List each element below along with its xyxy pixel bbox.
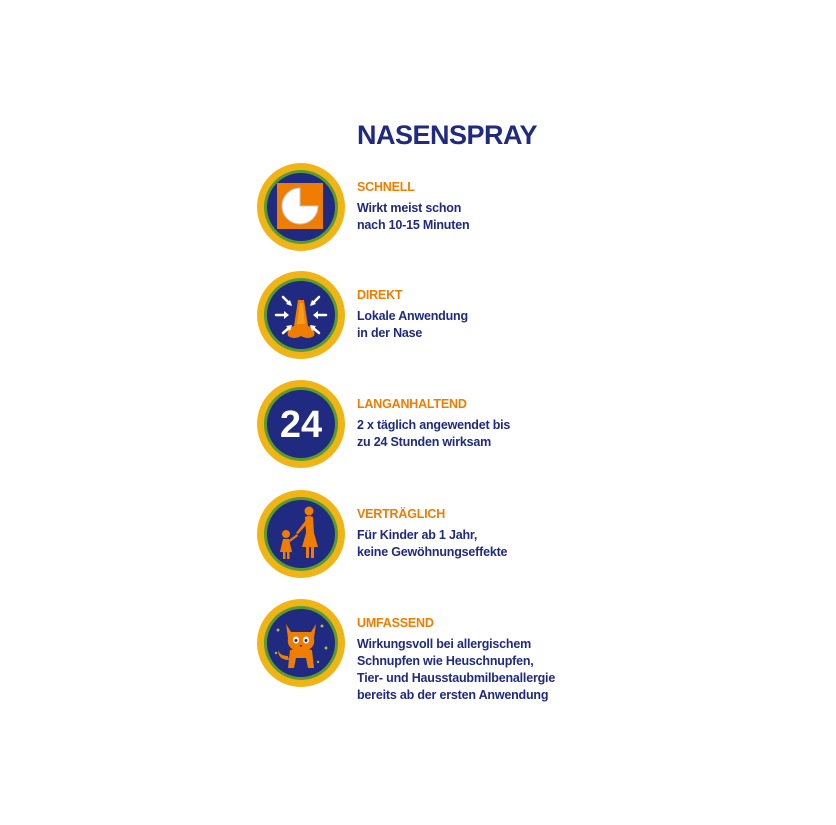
- feature-heading: VERTRÄGLICH: [357, 507, 446, 521]
- feature-line: Lokale Anwendung: [357, 309, 468, 323]
- nose-arrows-icon: [256, 270, 346, 360]
- number-24-icon: [256, 379, 346, 469]
- feature-line: nach 10-15 Minuten: [357, 218, 470, 232]
- feature-line: bereits ab der ersten Anwendung: [357, 688, 549, 702]
- feature-line: in der Nase: [357, 326, 423, 340]
- mother-child-icon: [256, 489, 346, 579]
- feature-line: Wirkungsvoll bei allergischem: [357, 637, 532, 651]
- feature-heading: UMFASSEND: [357, 616, 434, 630]
- feature-line: Wirkt meist schon: [357, 201, 462, 215]
- feature-line: Für Kinder ab 1 Jahr,: [357, 528, 478, 542]
- feature-heading: LANGANHALTEND: [357, 397, 467, 411]
- feature-heading: SCHNELL: [357, 180, 415, 194]
- badge-number: 24: [279, 404, 323, 446]
- feature-schnell: [256, 162, 586, 254]
- feature-vertraeglich: [256, 489, 586, 581]
- feature-umfassend: [256, 598, 586, 702]
- feature-line: Schnupfen wie Heuschnupfen,: [357, 654, 534, 668]
- feature-line: zu 24 Stunden wirksam: [357, 435, 492, 449]
- page-title: NASENSPRAY: [357, 120, 538, 150]
- feature-direkt: [256, 270, 586, 362]
- feature-heading: DIREKT: [357, 288, 403, 302]
- feature-line: 2 x täglich angewendet bis: [357, 418, 511, 432]
- clock-quarter-icon: [256, 162, 346, 252]
- feature-line: Tier- und Hausstaubmilbenallergie: [357, 671, 556, 685]
- feature-langanhaltend: [256, 379, 586, 471]
- feature-line: keine Gewöhnungseffekte: [357, 545, 508, 559]
- cat-icon: [256, 598, 346, 688]
